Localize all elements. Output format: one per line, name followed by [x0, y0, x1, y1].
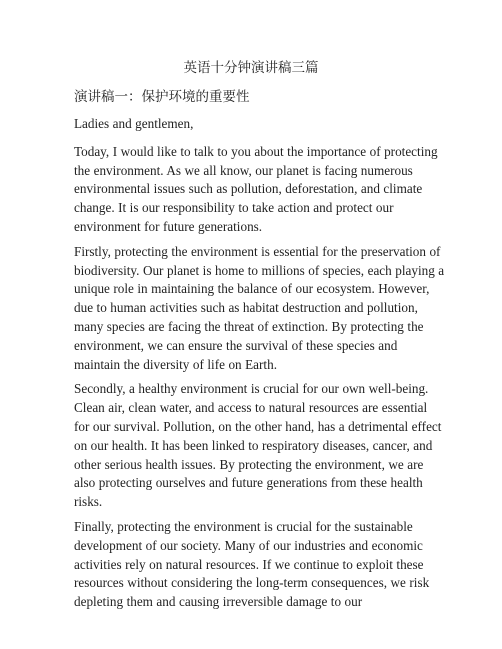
wellbeing-paragraph: Secondly, a healthy environment is crucial for our own well-being. Clean air, clean water, and access to natural resources are essential for our survival. Pollution, on the other hand, has a detrimental effect on our health. It has been linked to respiratory diseases, cancer, and other serious health issues. By protecting the environment, we are also protecting ourselves and future generations from these health risks.	[74, 381, 442, 510]
sustainability-paragraph: Finally, protecting the environment is crucial for the sustainable development of our society. Many of our industries and economic activities rely on natural resources. If we continue to exploit these resources without considering the long-term consequences, we risk depleting them and causing irreversible damage to our	[74, 518, 430, 610]
document-title: 英语十分钟演讲稿三篇	[183, 60, 319, 75]
intro-paragraph: Today, I would like to talk to you about the importance of protecting the environment. As we all know, our planet is facing numerous environmental issues such as pollution, deforestation, and climate change. It is our responsibility to take action and protect our environment for future generations.	[74, 143, 438, 234]
speech-heading: 演讲稿一：保护环境的重要性	[74, 89, 250, 104]
biodiversity-paragraph: Firstly, protecting the environment is essential for the preservation of biodiversity. Our planet is home to millions of species, each playing a unique role in maintaining the balance of our ecosystem. However, due to human activities such as habitat destruction and pollution, many species are facing the threat of extinction. By protecting the environment, we can ensure the survival of these species and maintain the diversity of life on Earth.	[74, 243, 445, 372]
document-body	[74, 88, 446, 618]
greeting-paragraph: Ladies and gentlemen,	[74, 116, 194, 131]
